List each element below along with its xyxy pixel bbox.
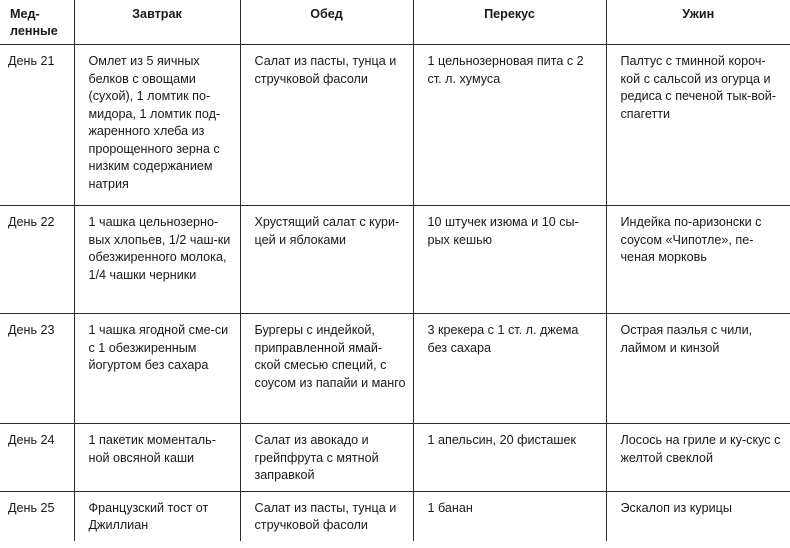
lunch-cell: Салат из пасты, тунца и стручковой фасоли (240, 491, 413, 541)
dinner-cell: Эскалоп из курицы (606, 491, 790, 541)
snack-cell: 1 банан (413, 491, 606, 541)
header-lunch: Обед (240, 0, 413, 45)
dinner-cell: Острая паэлья с чили, лаймом и кинзой (606, 314, 790, 424)
table-row (0, 45, 790, 206)
dinner-cell: Индейка по-аризонски с соусом «Чипотле», пе-ченая морковь (606, 206, 790, 314)
breakfast-cell: Омлет из 5 яичных белков с овощами (сухой), 1 ломтик по-мидора, 1 ломтик под-жаренного хлеба из пророщенного зерна с низким содержанием натрия (74, 45, 240, 206)
lunch-cell: Салат из пасты, тунца и стручковой фасоли (240, 45, 413, 206)
dinner-cell: Палтус с тминной короч-кой с сальсой из огурца и редиса с печеной тык-вой-спагетти (606, 45, 790, 206)
header-snack: Перекус (413, 0, 606, 45)
table-row (0, 314, 790, 424)
snack-cell: 1 апельсин, 20 фисташек (413, 424, 606, 492)
table-row (0, 491, 790, 541)
header-row (0, 0, 790, 45)
dinner-cell: Лосось на гриле и ку-скус с желтой свеклой (606, 424, 790, 492)
snack-cell: 1 цельнозерновая пита с 2 ст. л. хумуса (413, 45, 606, 206)
day-cell: День 25 (0, 491, 74, 541)
day-cell: День 22 (0, 206, 74, 314)
snack-cell: 10 штучек изюма и 10 сы-рых кешью (413, 206, 606, 314)
table-row (0, 424, 790, 492)
header-dinner: Ужин (606, 0, 790, 45)
table-row (0, 206, 790, 314)
lunch-cell: Салат из авокадо и грейпфрута с мятной заправкой (240, 424, 413, 492)
breakfast-cell: Французский тост от Джиллиан (74, 491, 240, 541)
day-cell: День 24 (0, 424, 74, 492)
lunch-cell: Бургеры с индейкой, приправленной ямай-ской смесью специй, с соусом из папайи и манго (240, 314, 413, 424)
lunch-cell: Хрустящий салат с кури-цей и яблоками (240, 206, 413, 314)
header-breakfast: Завтрак (74, 0, 240, 45)
breakfast-cell: 1 пакетик моменталь-ной овсяной каши (74, 424, 240, 492)
header-weeks: Мед- ленные (0, 0, 74, 45)
day-cell: День 23 (0, 314, 74, 424)
breakfast-cell: 1 чашка ягодной сме-си с 1 обезжиренным йогуртом без сахара (74, 314, 240, 424)
breakfast-cell: 1 чашка цельнозерно-вых хлопьев, 1/2 чаш-ки обезжиренного молока, 1/4 чашки черники (74, 206, 240, 314)
snack-cell: 3 крекера с 1 ст. л. джема без сахара (413, 314, 606, 424)
day-cell: День 21 (0, 45, 74, 206)
